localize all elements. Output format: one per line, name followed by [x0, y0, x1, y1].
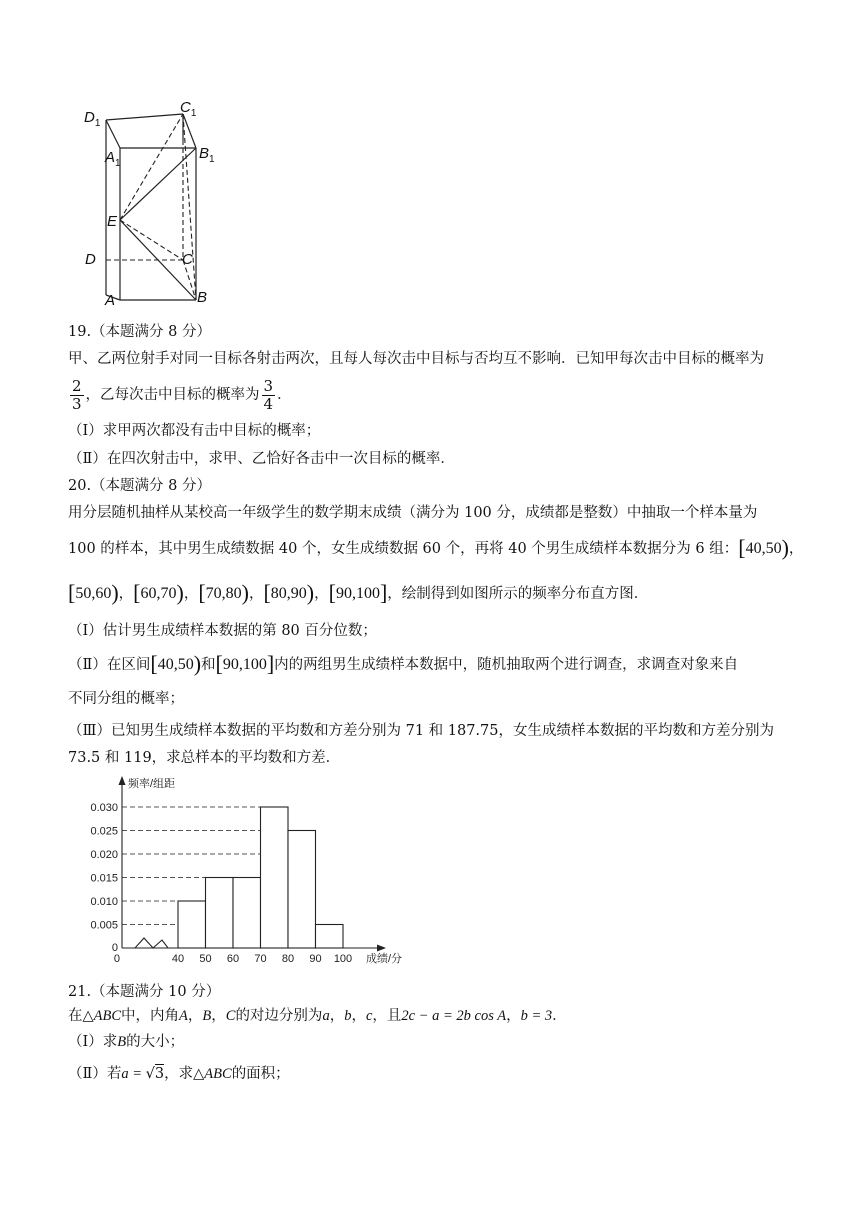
prism-figure — [78, 100, 228, 310]
x-tick-label: 60 — [226, 953, 240, 965]
label-E: E — [107, 213, 118, 230]
q19-line2: $\frac{2}{3}$ ，乙每次击中目标的概率为 $\frac{3}{4}$ ． — [72, 376, 292, 413]
label-B1: $B_1$ — [199, 145, 215, 165]
histogram-bar — [288, 831, 316, 949]
histogram-bar — [233, 878, 261, 949]
q19-line1: 甲、乙两位射手对同一目标各射击两次，且每人每次击中目标与否均互不影响．已知甲每次击中目标的概率为 — [68, 351, 764, 367]
y-tick-label: 0.015 — [90, 872, 118, 885]
fraction-3-4: $\frac{3}{4}$ — [263, 376, 274, 413]
x-tick-label: 80 — [281, 953, 295, 965]
label-D: D — [85, 251, 96, 268]
x-tick-label: 100 — [333, 953, 353, 965]
y-tick-label: 0.030 — [90, 802, 118, 814]
q20-line3: [50,60)，[60,70)，[70,80)，[80,90)，[90,100]，绘制得到如图所示的频率分布直方图． — [68, 580, 649, 605]
q20-part2: （Ⅱ）在区间[40,50)和[90,100]内的两组男生成绩样本数据中，随机抽取两个进行调查，求调查对象来自 — [68, 651, 739, 676]
histogram-bar — [316, 925, 344, 949]
q19-part2: （Ⅱ）在四次射击中，求甲、乙恰好各击中一次目标的概率． — [68, 451, 455, 467]
y-tick-label: 0.025 — [90, 825, 118, 838]
q21-line1: 在△ABC中，内角A，B，C的对边分别为a，b，c，且2c − a = 2b cos A，b = 3． — [68, 1008, 567, 1024]
x-tick-label: 70 — [254, 953, 267, 965]
q20-part3-cont: 73.5 和 119，求总样本的平均数和方差． — [68, 750, 341, 766]
fraction-2-3: $\frac{2}{3}$ — [72, 376, 82, 413]
q20-part1: （Ⅰ）估计男生成绩样本数据的第 80 百分位数； — [68, 623, 377, 639]
y-tick-label: 0.020 — [90, 849, 118, 861]
label-C: C — [182, 251, 193, 268]
label-D1: $D_1$ — [84, 109, 101, 129]
origin-label: 0 — [113, 953, 120, 965]
label-C1: $C_1$ — [180, 100, 197, 119]
histogram-bar — [206, 878, 234, 949]
y-tick-label: 0.005 — [90, 919, 118, 932]
q20-part2-cont: 不同分组的概率； — [68, 691, 184, 707]
y-axis-label: 频率/组距 — [128, 778, 176, 790]
histogram-bar — [261, 807, 289, 948]
q20-line2: 100 的样本，其中男生成绩数据 40 个，女生成绩数据 60 个，再将 40 个男生成绩样本数据分为 6 组：[40,50)， — [68, 535, 804, 560]
label-B: B — [197, 289, 208, 306]
histogram-bar — [178, 901, 206, 948]
x-tick-label: 90 — [309, 953, 322, 965]
q20-header: 20.（本题满分 8 分） — [68, 478, 212, 494]
x-axis-label: 成绩/分 — [366, 953, 403, 965]
label-A: A — [105, 292, 116, 309]
x-tick-label: 50 — [199, 953, 212, 965]
y-zero-label: 0 — [111, 942, 118, 954]
y-tick-label: 0.010 — [90, 896, 118, 908]
x-tick-label: 40 — [171, 953, 185, 965]
q19-header: 19.（本题满分 8 分） — [68, 324, 212, 340]
frequency-histogram — [80, 770, 420, 970]
q20-part3: （Ⅲ）已知男生成绩样本数据的平均数和方差分别为 71 和 187.75，女生成绩样本数据的平均数和方差分别为 — [68, 723, 774, 739]
q21-part2: （Ⅱ）若a = √3，求△ABC的面积； — [68, 1066, 290, 1082]
q19-part1: （Ⅰ）求甲两次都没有击中目标的概率； — [68, 423, 321, 439]
equation-1: 2c − a = 2b cos A — [401, 1008, 507, 1024]
q21-header: 21.（本题满分 10 分） — [68, 984, 221, 1000]
sqrt-symbol: √ — [145, 1066, 155, 1082]
equation-2: b = 3 — [520, 1008, 553, 1024]
label-A1: $A_1$ — [105, 149, 121, 169]
q21-part1: （Ⅰ）求B的大小； — [68, 1034, 185, 1050]
q20-line1: 用分层随机抽样从某校高一年级学生的数学期末成绩（满分为 100 分，成绩都是整数）中抽取一个样本量为 — [68, 505, 758, 521]
